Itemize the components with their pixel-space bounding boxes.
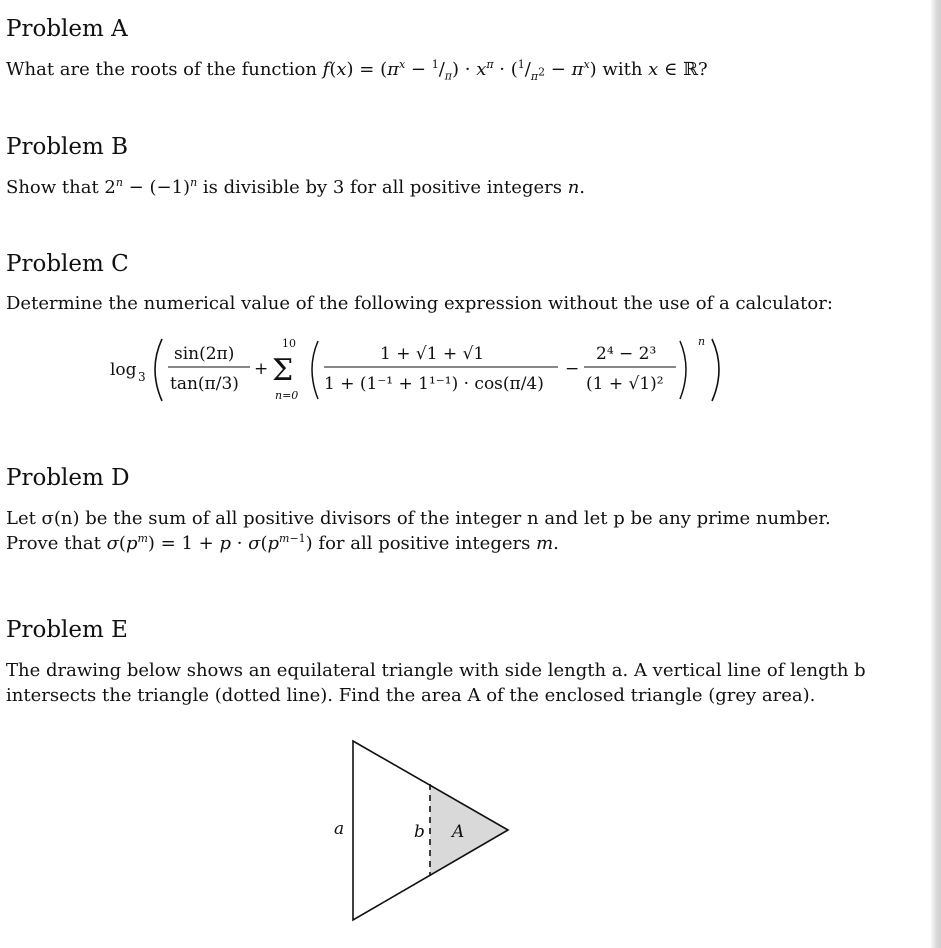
sum-upper-limit: 10 [282,337,296,350]
problem-b-title: Problem B [6,134,129,160]
side-label: a [334,819,345,839]
problem-a-title: Problem A [6,16,128,42]
problem-c-expression [110,335,730,407]
log-label: log [110,360,137,380]
frac3-denominator: (1 + √1)² [586,374,664,394]
sum-lower-limit: n=0 [275,389,299,402]
plus-sign: + [254,359,269,379]
log-base: 3 [138,370,146,384]
problem-e-line-1: The drawing below shows an equilateral triangle with side length a. A vertical line of length b [6,660,866,681]
power-exponent: n [698,335,706,348]
frac1-numerator: sin(2π) [174,344,235,364]
problem-e-line-2: intersects the triangle (dotted line). Find the area A of the enclosed triangle (grey area). [6,685,816,706]
frac1-denominator: tan(π/3) [170,374,239,394]
sigma-symbol: Σ [272,353,294,388]
problem-c-statement: Determine the numerical value of the following expression without the use of a calculator: [6,293,833,314]
area-label: A [452,822,465,842]
problem-d-line-2: Prove that $\sigma(p^m) = 1 + p \cdot \sigma(p^{m-1})$ for all positive integers m. [6,532,559,554]
inner-right-paren [680,341,686,399]
inner-left-paren [312,341,318,399]
frac2-denominator: 1 + (1⁻¹ + 1¹⁻¹) · cos(π/4) [324,374,544,394]
left-big-paren [155,339,162,401]
problem-d-line-1: Let σ(n) be the sum of all positive divisors of the integer n and let p be any prime number. [6,508,831,529]
grey-area [430,784,508,876]
problem-a-statement: What are the roots of the function $f(x) = (\pi^x - ^1/_\pi) \cdot x^\pi \cdot (^1/_{\pi^2} - \pi^x)$ with x ∈ ℝ? [6,58,708,83]
minus-sign: − [565,359,580,379]
frac3-numerator: 2⁴ − 2³ [596,344,657,364]
frac2-numerator: 1 + √1 + √1 [380,344,485,364]
line-label: b [414,822,425,842]
problem-c-title: Problem C [6,251,129,277]
right-big-paren [712,339,719,401]
problem-d-title: Problem D [6,465,130,491]
problem-e-title: Problem E [6,617,128,643]
problem-b-statement: Show that $2^n - (-1)^n$ is divisible by 3 for all positive integers n. [6,176,586,198]
page-edge-shadow [930,0,941,948]
triangle-figure [330,738,530,932]
